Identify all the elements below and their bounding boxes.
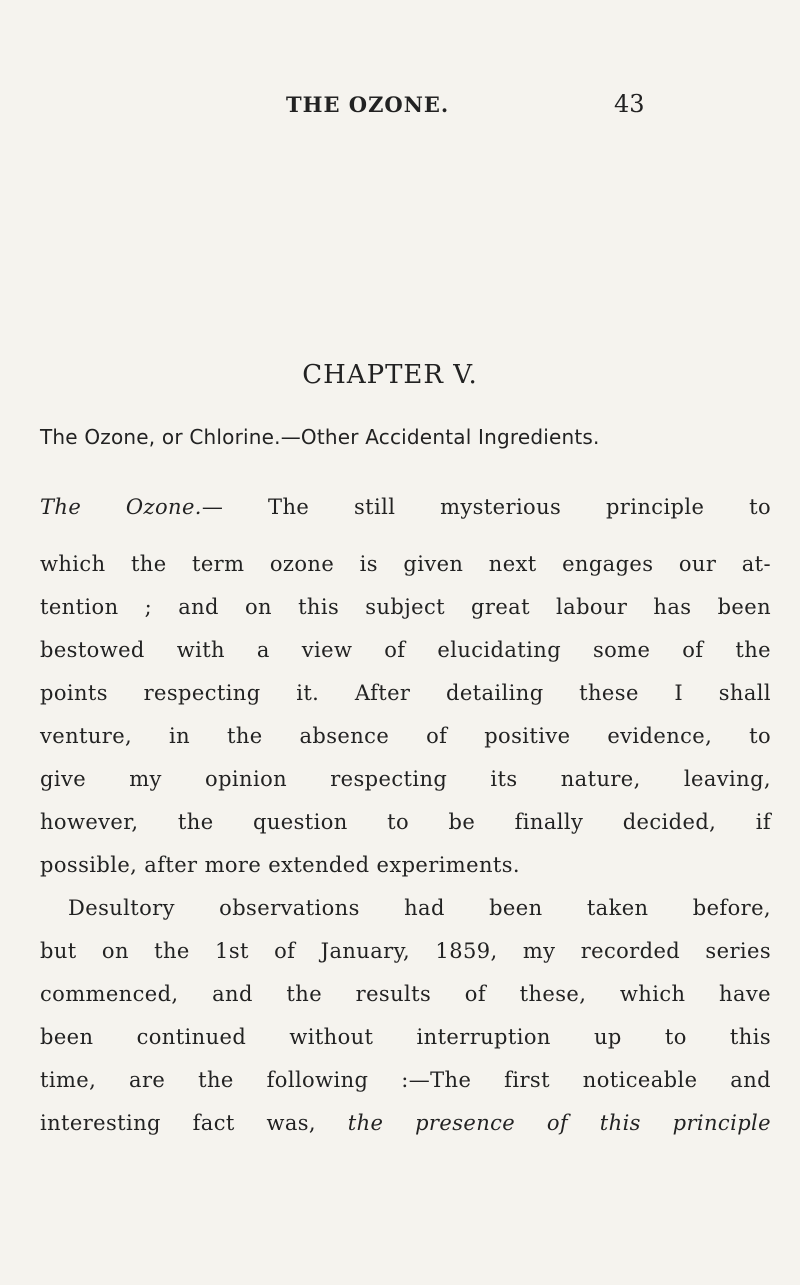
paragraph-line: give my opinion respecting its nature, leaving,	[40, 767, 771, 791]
paragraph-line: Desultory observations had been taken before,	[68, 896, 771, 920]
paragraph-line: commenced, and the results of these, which have	[40, 982, 771, 1006]
paragraph-line: points respecting it. After detailing these I shall	[40, 681, 771, 705]
paragraph-line: but on the 1st of January, 1859, my recorded series	[40, 939, 771, 963]
paragraph-line: The Ozone.— The still mysterious principle to	[40, 495, 771, 519]
running-head	[0, 92, 800, 122]
paragraph-line: possible, after more extended experiments.	[40, 853, 520, 877]
paragraph-line: been continued without interruption up to this	[40, 1025, 771, 1049]
paragraph-line: venture, in the absence of positive evidence, to	[40, 724, 771, 748]
running-title: THE OZONE.	[286, 92, 450, 117]
paragraph-line: interesting fact was, the presence of this principle	[40, 1111, 771, 1135]
section-title: The Ozone.	[40, 495, 202, 519]
page-number: 43	[614, 90, 645, 118]
chapter-subtitle: The Ozone, or Chlorine.—Other Accidental Ingredients.	[40, 425, 600, 449]
paragraph-line: bestowed with a view of elucidating some of the	[40, 638, 771, 662]
paragraph-line: which the term ozone is given next engages our at-	[40, 552, 771, 576]
paragraph-line: tention ; and on this subject great labour has been	[40, 595, 771, 619]
chapter-heading: CHAPTER V.	[302, 360, 478, 390]
paragraph-line: however, the question to be finally decided, if	[40, 810, 771, 834]
emphasis-text: the presence of this principle	[347, 1111, 771, 1135]
paragraph-line: time, are the following :—The first noticeable and	[40, 1068, 771, 1092]
